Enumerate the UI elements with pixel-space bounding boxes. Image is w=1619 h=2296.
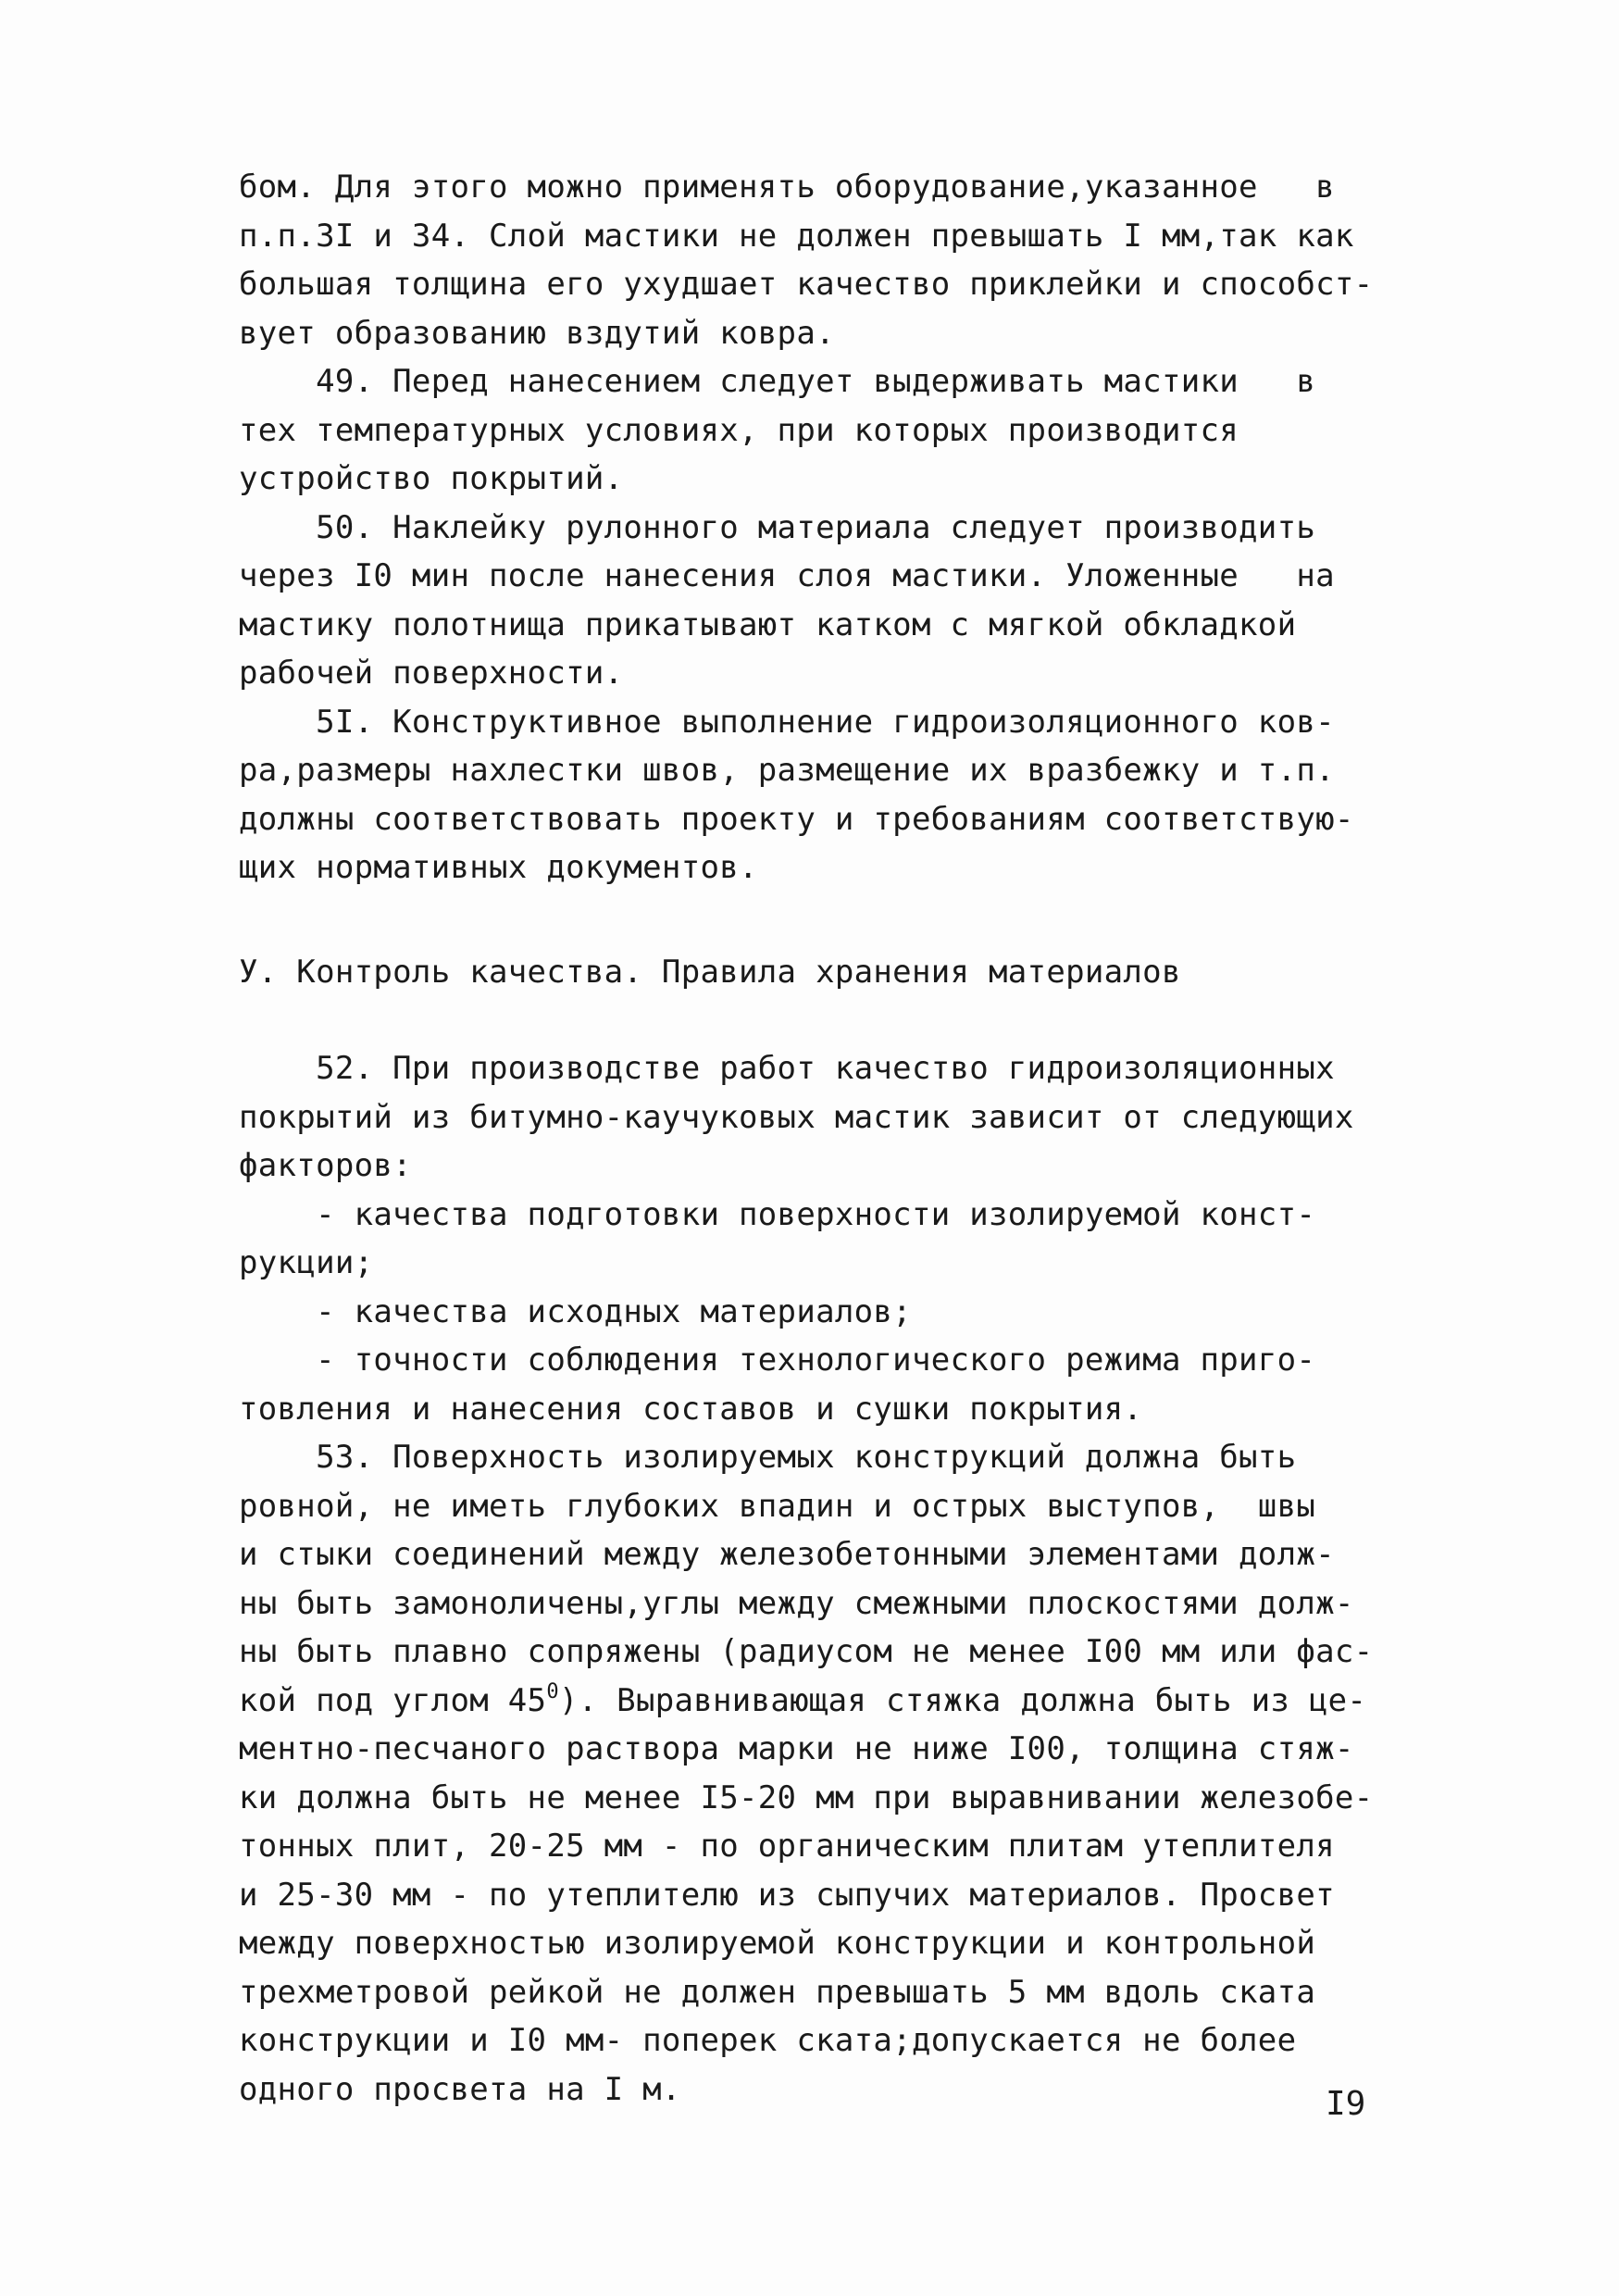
text-line: факторов: <box>239 1147 412 1184</box>
text-line: ны быть замоноличены,углы между смежными плоскостями долж- <box>239 1584 1354 1622</box>
text-line: тех температурных условиях, при которых производится <box>239 411 1239 449</box>
text-line: щих нормативных документов. <box>239 849 758 886</box>
text-line: рукции; <box>239 1244 374 1281</box>
angle-text-after: ). Выравнивающая стяжка должна быть из це- <box>558 1681 1367 1719</box>
text-line: через I0 мин после нанесения слоя мастики. Уложенные на <box>239 557 1335 594</box>
text-line: 52. При производстве работ качество гидроизоляционных <box>239 1050 1335 1087</box>
text-line: устройство покрытий. <box>239 460 624 497</box>
text-line: - точности соблюдения технологического режима приго- <box>239 1341 1316 1379</box>
text-line: 53. Поверхность изолируемых конструкций должна быть <box>239 1439 1297 1476</box>
page-number: I9 <box>1326 2085 1366 2123</box>
text-line: между поверхностью изолируемой конструкции и контрольной <box>239 1925 1316 1962</box>
text-line: и стыки соединений между железобетонными элементами долж- <box>239 1536 1335 1573</box>
text-line: ки должна быть не менее I5-20 мм при выравнивании железобе- <box>239 1778 1374 1816</box>
text-line: - качества исходных материалов; <box>239 1292 912 1330</box>
text-line: вует образованию вздутий ковра. <box>239 314 835 352</box>
text-line: п.п.3I и 34. Слой мастики не должен превышать I мм,так как <box>239 217 1354 255</box>
text-line: - качества подготовки поверхности изолируемой конст- <box>239 1195 1316 1233</box>
text-line: трехметровой рейкой не должен превышать 5 мм вдоль ската <box>239 1973 1316 2011</box>
text-line: товления и нанесения составов и сушки покрытия. <box>239 1390 1143 1428</box>
text-line: бом. Для этого можно применять оборудование,указанное в <box>239 168 1335 206</box>
text-line: 5I. Конструктивное выполнение гидроизоляционного ков- <box>239 703 1335 741</box>
text-line: 50. Наклейку рулонного материала следует производить <box>239 508 1316 546</box>
text-line: ровной, не иметь глубоких впадин и острых выступов, швы <box>239 1487 1316 1525</box>
section-heading: У. Контроль качества. Правила хранения материалов <box>239 954 1181 991</box>
text-line: большая толщина его ухудшает качество приклейки и способст- <box>239 266 1374 303</box>
text-line: тонных плит, 20-25 мм - по органическим плитам утеплителя <box>239 1828 1335 1865</box>
text-line-angle <box>239 1677 1405 1726</box>
text-line: покрытий из битумно-каучуковых мастик зависит от следующих <box>239 1098 1354 1136</box>
text-line: одного просвета на I м. <box>239 2070 681 2108</box>
text-line: должны соответствовать проекту и требованиям соответствую- <box>239 800 1354 838</box>
text-line: мастику полотнища прикатывают катком с мягкой обкладкой <box>239 605 1297 643</box>
paragraphs-52-53 <box>239 1044 1405 2114</box>
text-line: ны быть плавно сопряжены (радиусом не менее I00 мм или фас- <box>239 1633 1374 1670</box>
text-line: ра,размеры нахлестки швов, размещение их вразбежку и т.п. <box>239 752 1335 789</box>
text-line: конструкции и I0 мм- поперек ската;допускается не более <box>239 2022 1297 2059</box>
text-line: и 25-30 мм - по утеплителю из сыпучих материалов. Просвет <box>239 1876 1335 1914</box>
paragraphs-48-51 <box>239 163 1405 892</box>
text-line: рабочей поверхности. <box>239 655 624 692</box>
degree-superscript: 0 <box>546 1679 559 1703</box>
text-line: ментно-песчаного раствора марки не ниже I00, толщина стяж- <box>239 1730 1354 1767</box>
text-line: 49. Перед нанесением следует выдерживать мастики в <box>239 363 1316 400</box>
angle-text-before: кой под углом 45 <box>239 1681 547 1719</box>
